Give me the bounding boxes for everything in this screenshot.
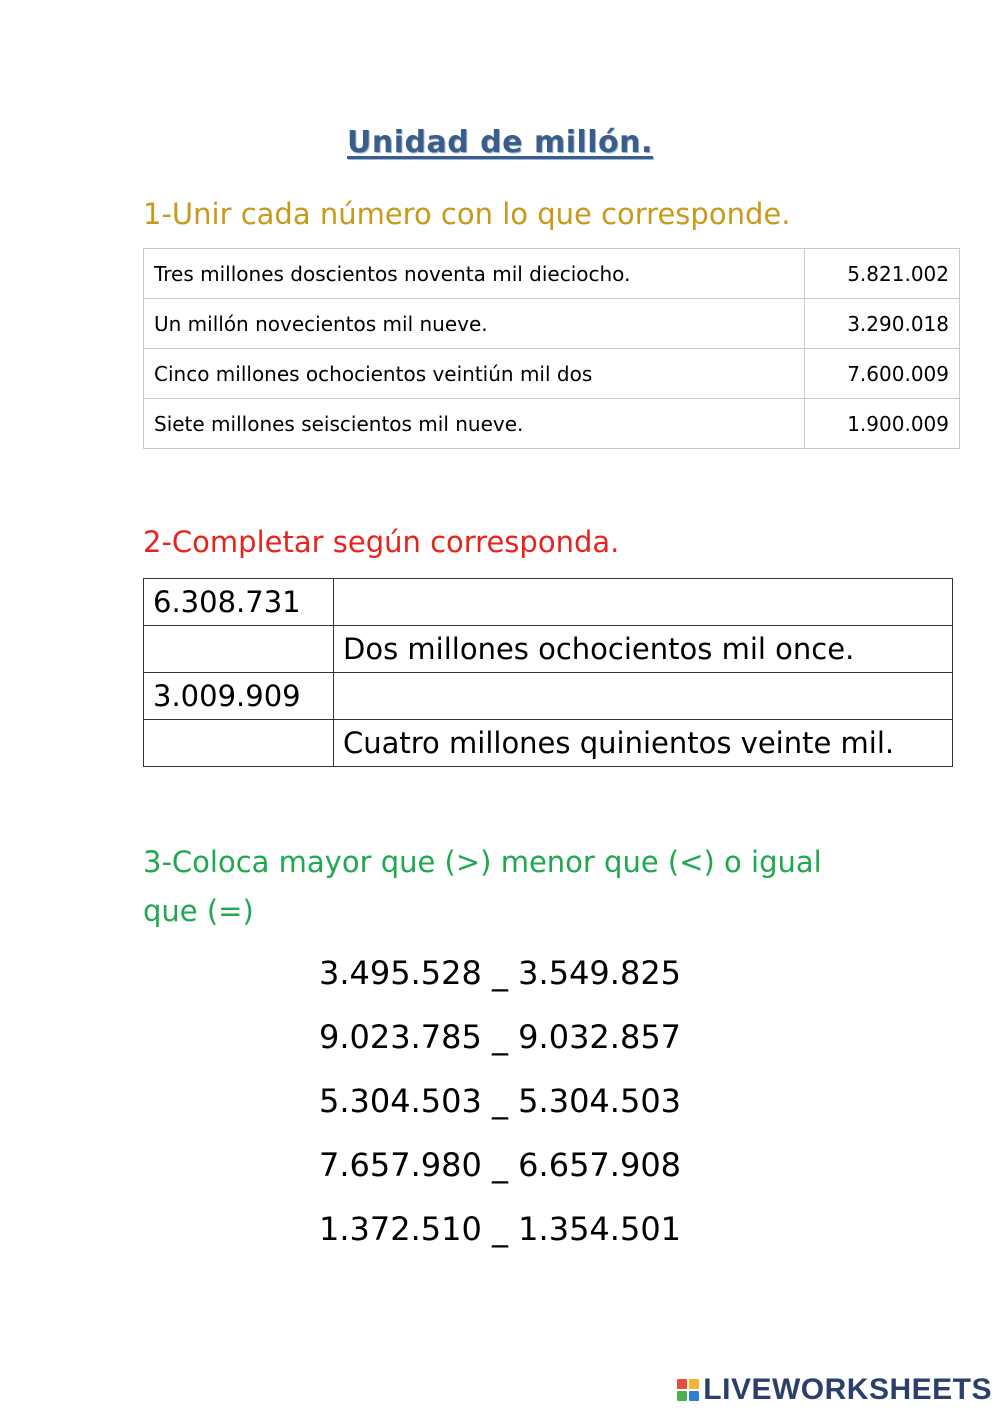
number-cell: 6.308.731 [144,579,334,626]
match-text: Cinco millones ochocientos veintiún mil dos [144,349,805,399]
text-cell: Cuatro millones quinientos veinte mil. [334,720,953,767]
match-number[interactable]: 3.290.018 [805,299,960,349]
table-row [144,626,953,673]
answer-cell[interactable] [334,673,953,720]
logo-square [677,1379,687,1389]
comparison-item[interactable]: 9.023.785 _ 9.032.857 [318,1018,682,1056]
completion-table [143,578,953,767]
table-row [144,673,953,720]
logo-square [689,1391,699,1401]
section1-heading: 1-Unir cada número con lo que corresponde. [143,197,791,231]
table-row [144,349,960,399]
table-row [144,249,960,299]
answer-cell[interactable] [144,720,334,767]
match-text: Un millón novecientos mil nueve. [144,299,805,349]
comparison-list [0,946,1000,1266]
answer-cell[interactable] [334,579,953,626]
comparison-item[interactable]: 1.372.510 _ 1.354.501 [318,1210,682,1248]
liveworksheets-brand [677,1373,992,1407]
matching-table [143,248,960,449]
comparison-item[interactable]: 3.495.528 _ 3.549.825 [318,954,682,992]
comparison-item[interactable]: 7.657.980 _ 6.657.908 [318,1146,682,1184]
number-cell: 3.009.909 [144,673,334,720]
logo-square [677,1391,687,1401]
worksheet-title: Unidad de millón. [347,125,653,160]
section2-heading: 2-Completar según corresponda. [143,525,620,559]
brand-name: LIVEWORKSHEETS [703,1373,992,1406]
table-row [144,399,960,449]
logo-square [689,1379,699,1389]
match-text: Tres millones doscientos noventa mil dieciocho. [144,249,805,299]
text-cell: Dos millones ochocientos mil once. [334,626,953,673]
match-number[interactable]: 5.821.002 [805,249,960,299]
section3-heading: 3-Coloca mayor que (>) menor que (<) o igual que (=) [143,845,822,929]
table-row [144,299,960,349]
answer-cell[interactable] [144,626,334,673]
liveworksheets-logo-icon [677,1379,699,1401]
match-number[interactable]: 7.600.009 [805,349,960,399]
match-text: Siete millones seiscientos mil nueve. [144,399,805,449]
table-row [144,720,953,767]
match-number[interactable]: 1.900.009 [805,399,960,449]
comparison-item[interactable]: 5.304.503 _ 5.304.503 [318,1082,682,1120]
table-row [144,579,953,626]
